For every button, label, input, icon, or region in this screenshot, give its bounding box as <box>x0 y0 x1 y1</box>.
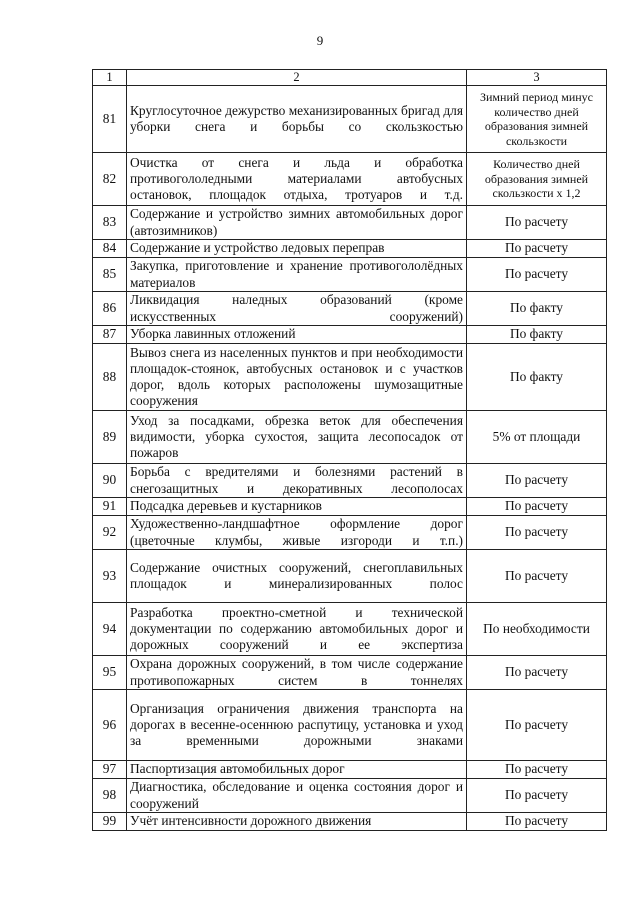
table-row <box>93 779 607 813</box>
table-row <box>93 761 607 779</box>
work-volume: По расчету <box>467 498 607 516</box>
row-number: 89 <box>93 411 127 464</box>
table-row <box>93 603 607 656</box>
header-col-1: 1 <box>93 70 127 86</box>
work-volume: По расчету <box>467 779 607 813</box>
work-volume: Количество дней образования зимней скользкости х 1,2 <box>467 153 607 206</box>
row-number: 86 <box>93 292 127 326</box>
row-number: 98 <box>93 779 127 813</box>
table-row <box>93 326 607 344</box>
work-volume: По расчету <box>467 258 607 292</box>
row-number: 92 <box>93 516 127 550</box>
work-name: Содержание и устройство ледовых переправ <box>127 240 467 258</box>
work-name: Круглосуточное дежурство механизированных бригад для уборки снега и борьбы со скользкостью <box>127 86 467 153</box>
page-number: 9 <box>316 33 324 48</box>
row-number: 90 <box>93 464 127 498</box>
work-volume: По расчету <box>467 516 607 550</box>
table-row <box>93 656 607 690</box>
work-volume: По необходимости <box>467 603 607 656</box>
table-row <box>93 464 607 498</box>
work-volume: По расчету <box>467 656 607 690</box>
table-row <box>93 813 607 831</box>
work-name: Паспортизация автомобильных дорог <box>127 761 467 779</box>
work-volume: По расчету <box>467 206 607 240</box>
row-number: 85 <box>93 258 127 292</box>
table-row <box>93 690 607 761</box>
row-number: 83 <box>93 206 127 240</box>
works-table <box>92 69 607 831</box>
table-header-row <box>93 70 607 86</box>
table-row <box>93 292 607 326</box>
table-row <box>93 411 607 464</box>
table-row <box>93 344 607 411</box>
row-number: 94 <box>93 603 127 656</box>
work-name: Учёт интенсивности дорожного движения <box>127 813 467 831</box>
work-name: Уборка лавинных отложений <box>127 326 467 344</box>
row-number: 81 <box>93 86 127 153</box>
table-row <box>93 498 607 516</box>
work-name: Очистка от снега и льда и обработка противогололедными материалами автобусных остановок, площадок отдыха, тротуаров и т.д. <box>127 153 467 206</box>
work-name: Подсадка деревьев и кустарников <box>127 498 467 516</box>
work-name: Уход за посадками, обрезка веток для обеспечения видимости, уборка сухостоя, защита лесопосадок от пожаров <box>127 411 467 464</box>
table-row <box>93 258 607 292</box>
work-name: Диагностика, обследование и оценка состояния дорог и сооружений <box>127 779 467 813</box>
work-volume: По факту <box>467 326 607 344</box>
row-number: 97 <box>93 761 127 779</box>
row-number: 96 <box>93 690 127 761</box>
work-volume: По расчету <box>467 690 607 761</box>
work-name: Вывоз снега из населенных пунктов и при необходимости площадок-стоянок, автобусных остановок и с участков дорог, вдоль которых расположены шумозащитные сооружения <box>127 344 467 411</box>
table-row <box>93 550 607 603</box>
table-row <box>93 206 607 240</box>
row-number: 87 <box>93 326 127 344</box>
row-number: 99 <box>93 813 127 831</box>
work-volume: По расчету <box>467 240 607 258</box>
row-number: 95 <box>93 656 127 690</box>
row-number: 93 <box>93 550 127 603</box>
work-volume: По расчету <box>467 813 607 831</box>
work-volume: По факту <box>467 344 607 411</box>
work-name: Охрана дорожных сооружений, в том числе содержание противопожарных систем в тоннелях <box>127 656 467 690</box>
header-col-3: 3 <box>467 70 607 86</box>
work-name: Содержание очистных сооружений, снегоплавильных площадок и минерализированных полос <box>127 550 467 603</box>
header-col-2: 2 <box>127 70 467 86</box>
work-name: Борьба с вредителями и болезнями растений в снегозащитных и декоративных лесополосах <box>127 464 467 498</box>
row-number: 82 <box>93 153 127 206</box>
work-volume: По факту <box>467 292 607 326</box>
row-number: 91 <box>93 498 127 516</box>
work-name: Содержание и устройство зимних автомобильных дорог (автозимников) <box>127 206 467 240</box>
work-name: Разработка проектно-сметной и технической документации по содержанию автомобильных дорог и дорожных сооружений и ее экспертиза <box>127 603 467 656</box>
table-row <box>93 516 607 550</box>
work-volume: 5% от площади <box>467 411 607 464</box>
work-name: Художественно-ландшафтное оформление дорог (цветочные клумбы, живые изгороди и т.п.) <box>127 516 467 550</box>
work-name: Ликвидация наледных образований (кроме искусственных сооружений) <box>127 292 467 326</box>
work-volume: По расчету <box>467 464 607 498</box>
table-row <box>93 86 607 153</box>
row-number: 88 <box>93 344 127 411</box>
work-volume: По расчету <box>467 761 607 779</box>
work-volume: Зимний период минус количество дней образования зимней скользкости <box>467 86 607 153</box>
row-number: 84 <box>93 240 127 258</box>
work-name: Организация ограничения движения транспорта на дорогах в весенне-осеннюю распутицу, установка и уход за временными дорожными знаками <box>127 690 467 761</box>
work-name: Закупка, приготовление и хранение противогололёдных материалов <box>127 258 467 292</box>
table-row <box>93 240 607 258</box>
table-row <box>93 153 607 206</box>
work-volume: По расчету <box>467 550 607 603</box>
